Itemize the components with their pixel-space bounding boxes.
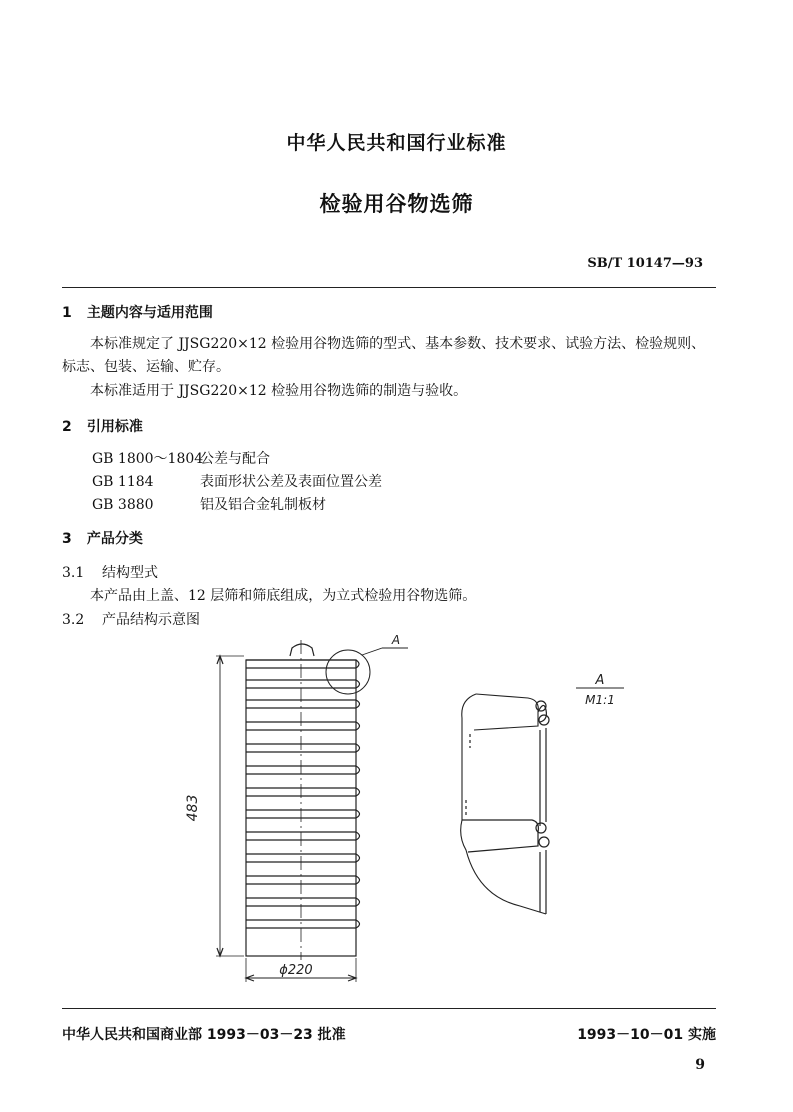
reference-code: GB 1800～1804	[92, 451, 204, 467]
section-2-number: 2	[62, 419, 72, 435]
sieve-layer-rings	[246, 680, 360, 928]
reference-title: 公差与配合	[200, 451, 270, 467]
org-title: 中华人民共和国行业标准	[286, 132, 507, 154]
section-3-2-title: 产品结构示意图	[102, 612, 200, 628]
detail-a-drawing	[461, 694, 549, 914]
height-dimension-label: 483	[185, 794, 201, 822]
reference-code: GB 3880	[92, 497, 154, 513]
reference-title: 表面形状公差及表面位置公差	[200, 474, 382, 490]
standard-number: SB/T 10147—93	[587, 256, 703, 271]
section-1-para-1: 本标准规定了 JJSG220×12 检验用谷物选筛的型式、基本参数、技术要求、试验方法、检验规则、标志、包装、运输、贮存。	[62, 336, 706, 375]
detail-scale-label: M1:1	[585, 693, 615, 707]
section-3-title: 产品分类	[86, 531, 143, 547]
lid-knob	[290, 644, 314, 656]
section-3-1-number: 3.1	[62, 565, 85, 581]
reference-title: 铝及铝合金轧制板材	[200, 497, 326, 513]
section-3-2-number: 3.2	[62, 612, 85, 628]
section-1-title: 主题内容与适用范围	[86, 305, 213, 321]
effective-date: 1993－10－01 实施	[577, 1027, 716, 1043]
footer-rule	[62, 1008, 716, 1009]
section-2-title: 引用标准	[86, 419, 143, 435]
page-number: 9	[695, 1057, 705, 1073]
section-3-number: 3	[62, 531, 72, 547]
section-1-para-2: 本标准适用于 JJSG220×12 检验用谷物选筛的制造与验收。	[90, 383, 468, 399]
detail-callout-label: A	[391, 633, 401, 647]
section-3-1-text: 本产品由上盖、12 层筛和筛底组成，为立式检验用谷物选筛。	[90, 588, 477, 604]
doc-title: 检验用谷物选筛	[319, 192, 474, 216]
section-1-number: 1	[62, 305, 72, 321]
reference-code: GB 1184	[92, 474, 154, 490]
detail-view-label: A	[595, 673, 605, 688]
section-3-1-title: 结构型式	[102, 565, 158, 581]
approval-statement: 中华人民共和国商业部 1993－03－23 批准	[62, 1027, 346, 1043]
diameter-dimension-label: ϕ220	[279, 963, 313, 978]
